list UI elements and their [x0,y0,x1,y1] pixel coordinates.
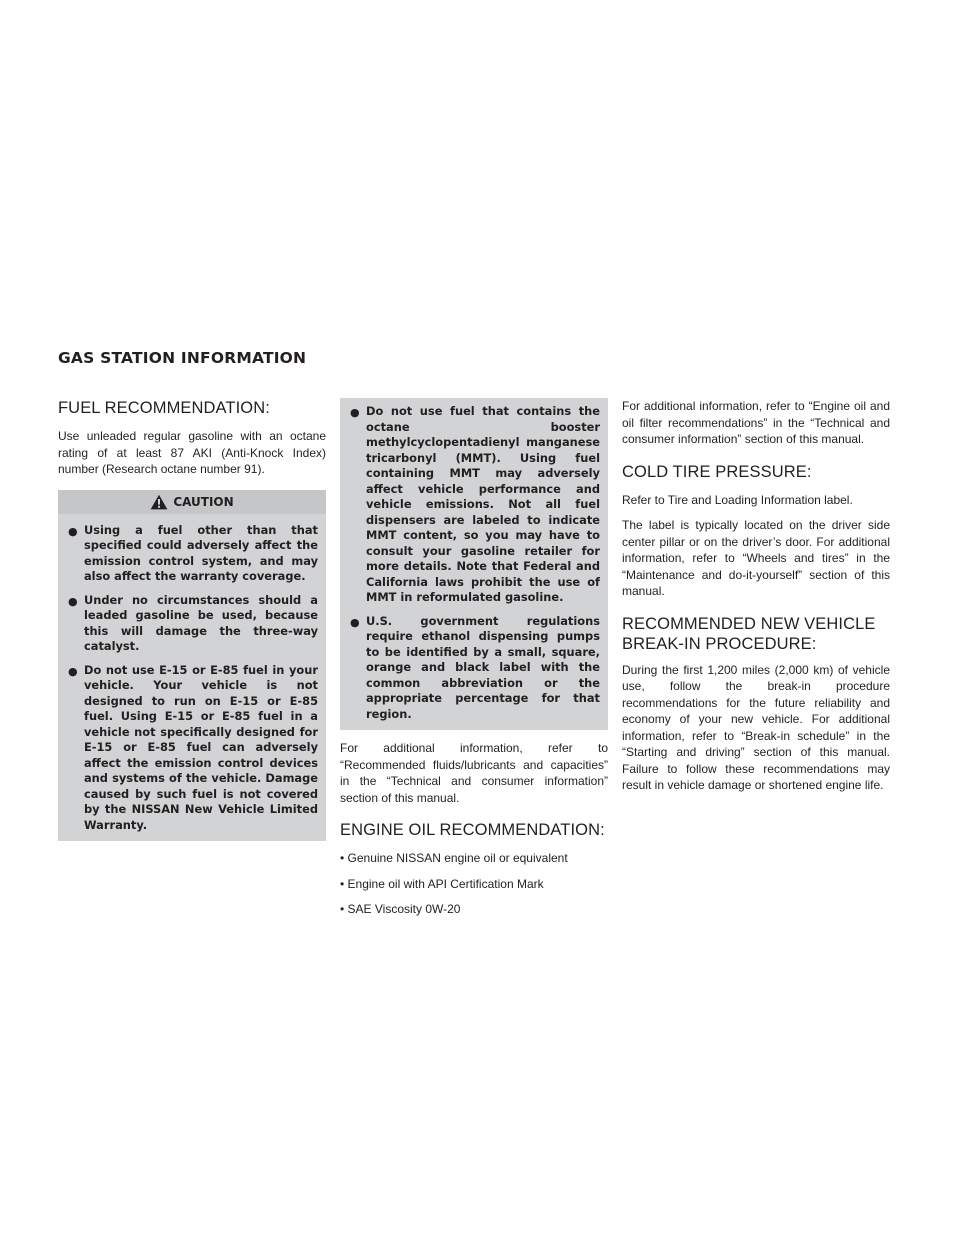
engine-oil-item: • Genuine NISSAN engine oil or equivalent [340,851,568,865]
column-3 [622,398,890,803]
caution-item [58,663,326,834]
bullet-icon: ● [68,524,78,538]
tire-label-text: Refer to Tire and Loading Information label. [622,492,853,507]
engine-oil-item: • Engine oil with API Certification Mark [340,876,544,891]
bullet-icon: ● [68,664,78,678]
breakin-heading-line-1: RECOMMENDED NEW VEHICLE [622,614,876,633]
section-title: GAS STATION INFORMATION [58,349,307,367]
caution-item [58,593,326,655]
tire-heading: COLD TIRE PRESSURE: [622,462,812,481]
caution-item-text: U.S. government regulations require ethanol dispensing pumps to be identified by a small, square, orange and black label with the common abbreviation or the appropriate percentage for that region. [366,613,600,721]
engine-oil-item: • SAE Viscosity 0W-20 [340,902,461,916]
fuel-heading: FUEL RECOMMENDATION: [58,399,270,417]
bullet-icon: ● [350,615,360,629]
caution-label: CAUTION [173,494,234,509]
column-1 [58,398,326,841]
caution-item-text: Using a fuel other than that specified could adversely affect the emission control system, and may also affect the warranty coverage. [84,522,318,583]
caution-item [58,523,326,585]
fuel-body: Use unleaded regular gasoline with an octane rating of at least 87 AKI (Anti-Knock Index) number (Research octane number 91). [58,429,326,476]
column-2 [340,398,608,927]
breakin-heading-line-2: BREAK-IN PROCEDURE: [622,634,817,653]
caution-item [340,614,608,723]
engine-oil-additional-info: For additional information, refer to “Engine oil and oil filter recommendations” in the “Technical and consumer information” section of this manual. [622,399,890,446]
caution-box [58,490,326,842]
breakin-heading [622,614,890,654]
bullet-icon: ● [350,406,360,419]
engine-oil-heading: ENGINE OIL RECOMMENDATION: [340,821,605,839]
caution-box-continued [340,398,608,730]
tire-location-text: The label is typically located on the driver side center pillar or on the driver’s door. For additional information, refer to “Wheels and tires” in the “Maintenance and do-it-yourself” section of this manual. [622,518,890,598]
caution-item-text: Do not use fuel that contains the octane booster methylcyclopentadienyl manganese tricarbonyl (MMT). Using fuel containing MMT may adversely affect vehicle performance and vehicle emissions. Not all fuel dispensers are labeled to indicate MMT content, so you may have to consult your gasoline retailer for more details. Note that Federal and California laws prohibit the use of MMT in reformulated gasoline. [366,404,600,604]
warning-triangle-icon [150,494,168,510]
caution-item-text: Do not use E-15 or E-85 fuel in your vehicle. Your vehicle is not designed to run on E-15 or E-85 fuel. Using E-15 or E-85 fuel in a vehicle not specifically designed for E-15 or E-85 fuel can adversely affect the emission control devices and systems of the vehicle. Damage caused by such fuel is not covered by the NISSAN New Vehicle Limited Warranty. [84,662,318,832]
breakin-body: During the first 1,200 miles (2,000 km) of vehicle use, follow the break-in procedure recommendations for the future reliability and economy of your new vehicle. For additional information, refer to “Break-in schedule” in the “Starting and driving” section of this manual. Failure to follow these recommendations may result in vehicle damage or shortened engine life. [622,662,890,792]
bullet-icon: ● [68,594,78,608]
caution-item-text: Under no circumstances should a leaded gasoline be used, because this will damage the three-way catalyst. [84,592,318,653]
caution-item [340,404,608,606]
caution-header [58,490,326,514]
fuel-additional-info: For additional information, refer to “Recommended fluids/lubricants and capacities” in the “Technical and consumer information” section of this manual. [340,741,608,805]
